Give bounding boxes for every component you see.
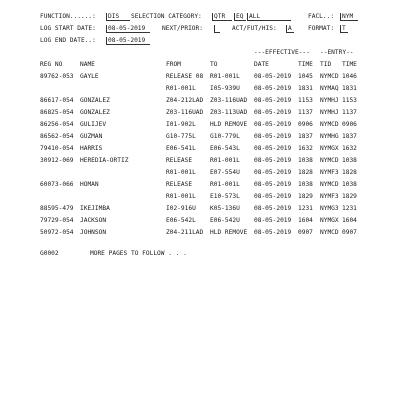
tid: NYMGX [320, 145, 339, 152]
col-from: FROM [166, 61, 181, 68]
entry-time: 1604 [342, 217, 357, 224]
to: R01-001L [210, 157, 240, 164]
col-reg-no: REG NO [40, 61, 63, 68]
col-tid: TID [320, 61, 332, 68]
tid: NYMCD [320, 121, 339, 128]
from: RELEASE [166, 157, 193, 164]
date: 08-05-2019 [254, 73, 292, 80]
log-start-date-field[interactable]: 08-05-2019 [106, 25, 150, 33]
name: JOHNSON [80, 229, 107, 236]
to: HLD REMOVE [210, 121, 248, 128]
date: 08-05-2019 [254, 193, 292, 200]
tid: NYMF3 [320, 169, 339, 176]
reg-no: 60073-066 [40, 181, 74, 188]
name: HOMAN [80, 181, 99, 188]
selection-category-field[interactable]: QTR [212, 13, 232, 21]
facl-label: FACL..: [308, 13, 335, 20]
effective-time: 1829 [298, 193, 313, 200]
reg-no: 88595-479 [40, 205, 74, 212]
tid: NYMGX [320, 217, 339, 224]
entry-time: 1837 [342, 133, 357, 140]
from: Z03-116UAD [166, 109, 204, 116]
column-header-row [0, 61, 400, 69]
table-row [0, 181, 400, 189]
date: 08-05-2019 [254, 217, 292, 224]
from: Z04-212LAD [166, 97, 204, 104]
date: 08-05-2019 [254, 181, 292, 188]
effective-time: 1828 [298, 169, 313, 176]
name: GONZALEZ [80, 97, 110, 104]
effective-time: 0907 [298, 229, 313, 236]
table-row [0, 217, 400, 225]
selection-argument-field[interactable]: ALL [247, 13, 291, 21]
reg-no: 30912-069 [40, 157, 74, 164]
format-label: FORMAT: [308, 25, 335, 32]
entry-time: 1046 [342, 73, 357, 80]
reg-no: 50972-054 [40, 229, 74, 236]
entry-time: 1038 [342, 157, 357, 164]
tid: NYMCD [320, 73, 339, 80]
date: 08-05-2019 [254, 157, 292, 164]
to: I05-939U [210, 85, 240, 92]
reg-no: 86562-054 [40, 133, 74, 140]
from: I02-916U [166, 205, 196, 212]
next-prior-label: NEXT/PRIOR: [162, 25, 203, 32]
reg-no: 89762-053 [40, 73, 74, 80]
table-row [0, 157, 400, 165]
log-start-date-label: LOG START DATE: [40, 25, 96, 32]
act-fut-his-label: ACT/FUT/HIS: [232, 25, 277, 32]
to: E07-554U [210, 169, 240, 176]
col-entry-time: TIME [342, 61, 357, 68]
from: R01-001L [166, 85, 196, 92]
date: 08-05-2019 [254, 85, 292, 92]
effective-time: 1137 [298, 109, 313, 116]
to: E10-573L [210, 193, 240, 200]
table-row [0, 229, 400, 237]
selection-category-label: SELECTION CATEGORY: [131, 13, 202, 20]
col-name: NAME [80, 61, 95, 68]
entry-time: 1231 [342, 205, 357, 212]
entry-time: 1038 [342, 181, 357, 188]
date: 08-05-2019 [254, 145, 292, 152]
tid: NYMG3 [320, 205, 339, 212]
effective-time: 1604 [298, 217, 313, 224]
effective-time: 0906 [298, 121, 313, 128]
date: 08-05-2019 [254, 133, 292, 140]
to: E06-542U [210, 217, 240, 224]
to: K05-136U [210, 205, 240, 212]
date: 08-05-2019 [254, 205, 292, 212]
next-prior-field[interactable] [214, 25, 220, 33]
entry-group-heading: --ENTRY-- [320, 49, 354, 56]
table-row [0, 145, 400, 153]
date: 08-05-2019 [254, 169, 292, 176]
to: Z03-116UAD [210, 97, 248, 104]
entry-time: 1829 [342, 193, 357, 200]
col-date: DATE [254, 61, 269, 68]
to: R01-001L [210, 181, 240, 188]
entry-time: 0907 [342, 229, 357, 236]
date: 08-05-2019 [254, 109, 292, 116]
table-row [0, 73, 400, 81]
name: HEREDIA-ORTIZ [80, 157, 129, 164]
name: GUZMAN [80, 133, 103, 140]
effective-time: 1045 [298, 73, 313, 80]
act-fut-his-field[interactable]: A [286, 25, 294, 33]
entry-time: 1632 [342, 145, 357, 152]
tid: NYMHJ [320, 97, 339, 104]
table-row [0, 121, 400, 129]
entry-time: 1137 [342, 109, 357, 116]
table-row [0, 97, 400, 105]
more-pages-message: MORE PAGES TO FOLLOW . . . [90, 250, 187, 257]
tid: NYMCD [320, 229, 339, 236]
table-row [0, 205, 400, 213]
to: HLD REMOVE [210, 229, 248, 236]
name: GONZALEZ [80, 109, 110, 116]
from: R01-001L [166, 169, 196, 176]
tid: NYMCD [320, 157, 339, 164]
name: JACKSON [80, 217, 107, 224]
tid: NYMAQ [320, 85, 339, 92]
from: I01-902L [166, 121, 196, 128]
col-to: TO [210, 61, 218, 68]
tid: NYMCD [320, 181, 339, 188]
to: Z03-113UAD [210, 109, 248, 116]
effective-time: 1231 [298, 205, 313, 212]
from: G10-775L [166, 133, 196, 140]
from: R01-001L [166, 193, 196, 200]
from: E06-541L [166, 145, 196, 152]
reg-no: 86617-054 [40, 97, 74, 104]
effective-time: 1831 [298, 85, 313, 92]
facl-field[interactable]: NYM [340, 13, 358, 21]
format-field[interactable]: T [340, 25, 348, 33]
to: G10-779L [210, 133, 240, 140]
entry-time: 1153 [342, 97, 357, 104]
date: 08-05-2019 [254, 121, 292, 128]
effective-group-heading: ---EFFECTIVE--- [254, 49, 310, 56]
name: HARRIS [80, 145, 103, 152]
from: E06-542L [166, 217, 196, 224]
reg-no: 86825-054 [40, 109, 74, 116]
effective-time: 1038 [298, 157, 313, 164]
name: GULIJEV [80, 121, 107, 128]
table-row [0, 133, 400, 141]
effective-time: 1153 [298, 97, 313, 104]
from: Z04-211LAD [166, 229, 204, 236]
from: RELEASE [166, 181, 193, 188]
function-field[interactable]: DIS [106, 13, 130, 21]
reg-no: 86256-054 [40, 121, 74, 128]
tid: NYMHG [320, 133, 339, 140]
effective-time: 1632 [298, 145, 313, 152]
col-effective-time: TIME [298, 61, 313, 68]
message-code: G0002 [40, 250, 59, 257]
entry-time: 1828 [342, 169, 357, 176]
entry-time: 1831 [342, 85, 357, 92]
from: RELEASE 08 [166, 73, 204, 80]
date: 08-05-2019 [254, 229, 292, 236]
table-row [0, 85, 400, 93]
log-end-date-field[interactable]: 08-05-2019 [106, 37, 150, 45]
table-row [0, 169, 400, 177]
effective-time: 1837 [298, 133, 313, 140]
date: 08-05-2019 [254, 97, 292, 104]
reg-no: 79729-054 [40, 217, 74, 224]
function-label: FUNCTION......: [40, 13, 96, 20]
tid: NYMHJ [320, 109, 339, 116]
selection-operator-field[interactable]: EQ [234, 13, 246, 21]
log-end-date-label: LOG END DATE..: [40, 37, 96, 44]
tid: NYMF3 [320, 193, 339, 200]
table-row [0, 109, 400, 117]
to: E06-543L [210, 145, 240, 152]
name: IKEJIMBA [80, 205, 110, 212]
entry-time: 0906 [342, 121, 357, 128]
effective-time: 1038 [298, 181, 313, 188]
name: GAYLE [80, 73, 99, 80]
to: R01-001L [210, 73, 240, 80]
table-row [0, 193, 400, 201]
reg-no: 79410-054 [40, 145, 74, 152]
